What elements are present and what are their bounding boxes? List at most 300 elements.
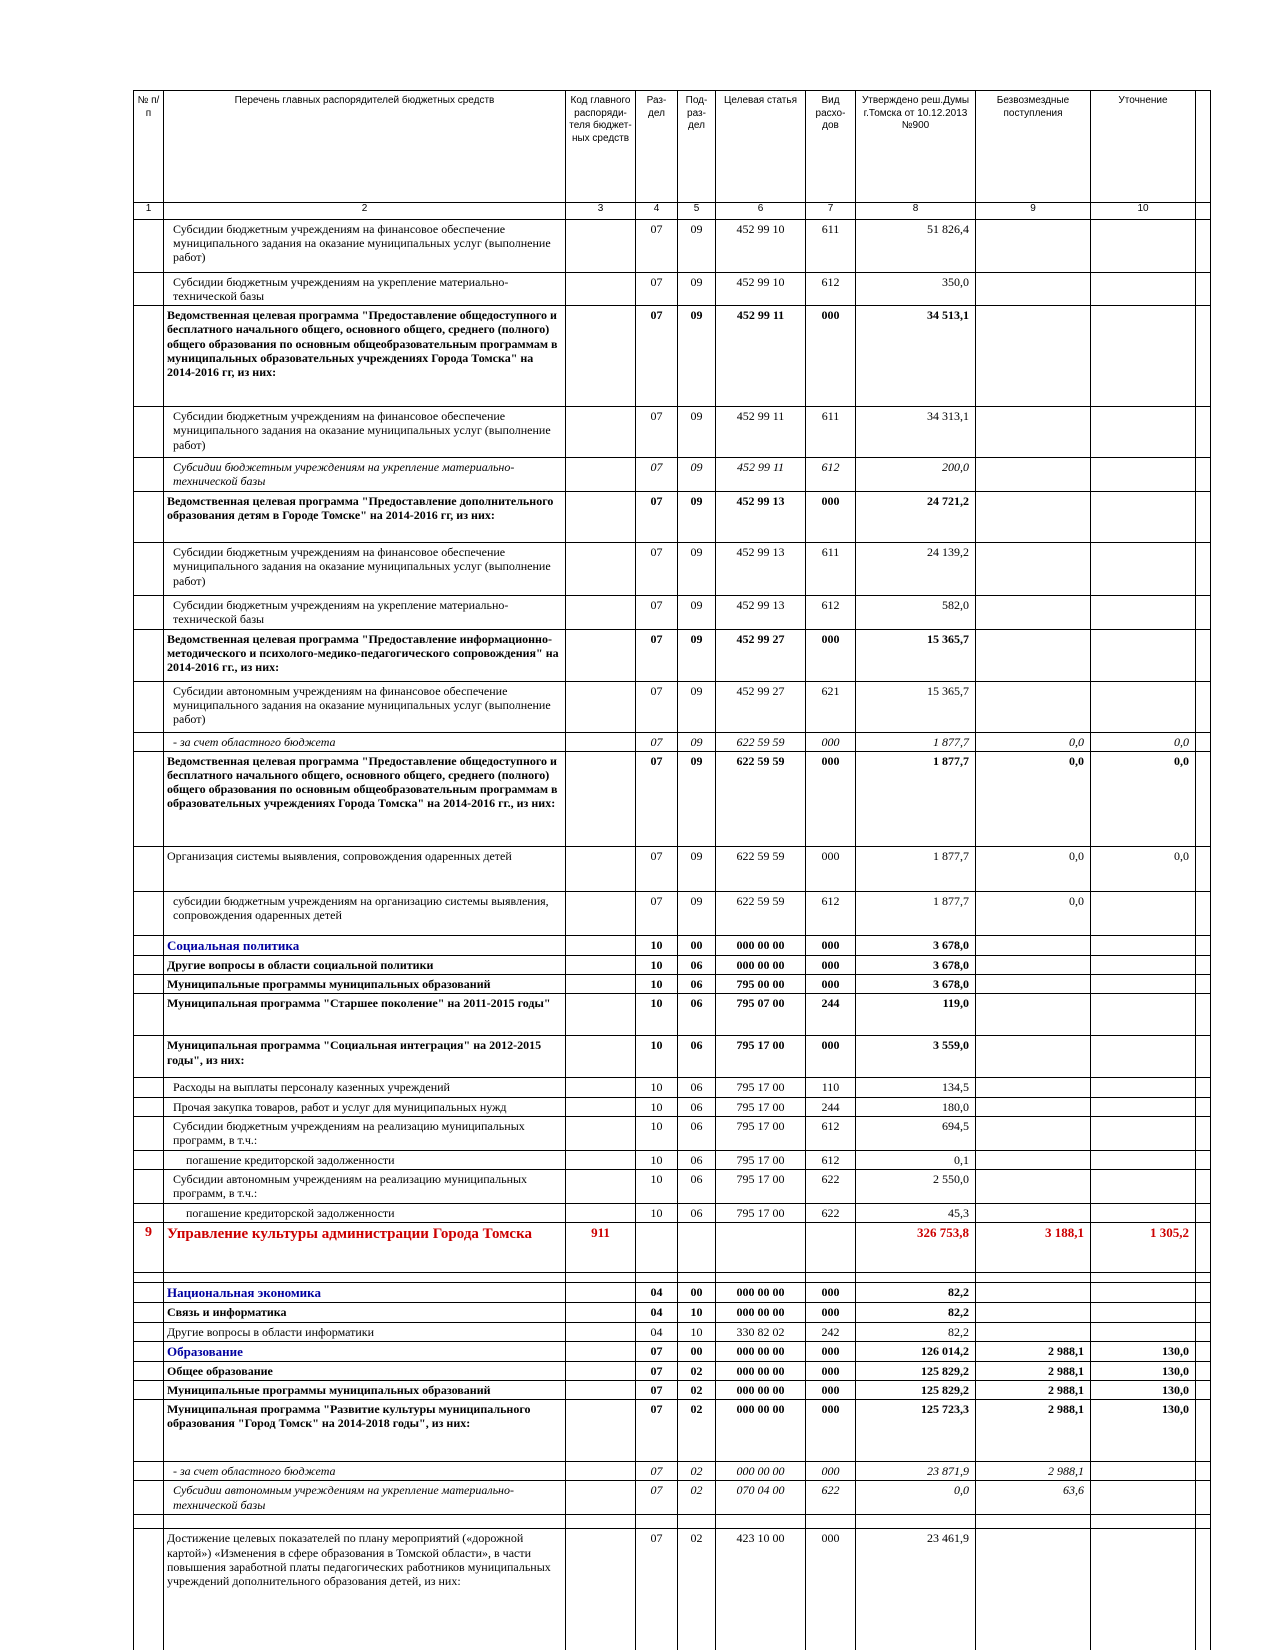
cell-gratuitous — [976, 1529, 1091, 1650]
cell-vid: 000 — [806, 306, 856, 407]
cell-target: 795 17 00 — [716, 1169, 806, 1203]
cell-gratuitous: 3 188,1 — [976, 1223, 1091, 1273]
cell-num — [134, 1078, 164, 1097]
cell-num — [134, 935, 164, 955]
col-header-npp: № п/п — [134, 91, 164, 203]
cell-podrazdel: 09 — [678, 732, 716, 751]
cell-vid: 611 — [806, 220, 856, 273]
cell-vid: 000 — [806, 935, 856, 955]
cell-cut — [1196, 273, 1211, 306]
cell-vid: 612 — [806, 1116, 856, 1150]
cell-cut — [1196, 1273, 1211, 1283]
cell-approved: 1 877,7 — [856, 751, 976, 846]
cell-cut — [1196, 1341, 1211, 1361]
table-row — [134, 935, 1211, 955]
cell-razdel: 10 — [636, 1078, 678, 1097]
cell-approved: 15 365,7 — [856, 681, 976, 732]
cell-approved: 180,0 — [856, 1097, 976, 1116]
cell-name: Ведомственная целевая программа "Предоставление общедоступного и бесплатного начального общего, основного общего, среднего (полного) общего образования по основным общеобразовательным программам в муниципальных образовательных учреждениях Города Томска" на 2014-2016 гг, из них: — [164, 306, 566, 407]
cell-gratuitous — [976, 1322, 1091, 1341]
cell-refine — [1091, 458, 1196, 492]
cell-num — [134, 1150, 164, 1169]
cell-podrazdel: 10 — [678, 1322, 716, 1341]
table-row — [134, 1203, 1211, 1222]
cell-podrazdel: 09 — [678, 596, 716, 629]
cell-name: Субсидии бюджетным учреждениям на финансовое обеспечение муниципального задания на оказание муниципальных услуг (выполнение работ) — [164, 220, 566, 273]
cell-vid: 110 — [806, 1078, 856, 1097]
cell-vid: 000 — [806, 751, 856, 846]
cell-cut — [1196, 1529, 1211, 1650]
col-header-razdel: Раз-дел — [636, 91, 678, 203]
cell-gratuitous: 2 988,1 — [976, 1381, 1091, 1400]
cell-num — [134, 1400, 164, 1462]
cell-num — [134, 458, 164, 492]
cell-razdel: 07 — [636, 1400, 678, 1462]
cell-podrazdel: 06 — [678, 1078, 716, 1097]
cell-razdel: 10 — [636, 1036, 678, 1078]
cell-name: Субсидии автономным учреждениям на реализацию муниципальных программ, в т.ч.: — [164, 1169, 566, 1203]
cell-refine — [1091, 1283, 1196, 1303]
table-row — [134, 220, 1211, 273]
cell-num — [134, 975, 164, 994]
col-number: 8 — [856, 203, 976, 220]
cell-vid: 000 — [806, 1362, 856, 1381]
col-number: 1 — [134, 203, 164, 220]
cell-podrazdel: 09 — [678, 629, 716, 681]
cell-target: 330 82 02 — [716, 1322, 806, 1341]
cell-cut — [1196, 1303, 1211, 1322]
cell-approved: 23 871,9 — [856, 1462, 976, 1481]
cell-cut — [1196, 492, 1211, 543]
cell-approved — [856, 1515, 976, 1529]
cell-target: 000 00 00 — [716, 956, 806, 975]
cell-cut — [1196, 1203, 1211, 1222]
cell-gratuitous — [976, 1169, 1091, 1203]
cell-approved: 82,2 — [856, 1303, 976, 1322]
col-number: 9 — [976, 203, 1091, 220]
cell-refine — [1091, 1322, 1196, 1341]
cell-name: Субсидии бюджетным учреждениям на укрепление материально-технической базы — [164, 273, 566, 306]
cell-cut — [1196, 1481, 1211, 1515]
cell-razdel: 04 — [636, 1283, 678, 1303]
cell-target: 795 17 00 — [716, 1116, 806, 1150]
table-row — [134, 1223, 1211, 1273]
cell-refine — [1091, 220, 1196, 273]
col-number: 2 — [164, 203, 566, 220]
cell-vid: 612 — [806, 458, 856, 492]
cell-gratuitous: 2 988,1 — [976, 1462, 1091, 1481]
cell-code — [566, 1400, 636, 1462]
cell-podrazdel: 09 — [678, 543, 716, 596]
cell-approved: 1 877,7 — [856, 732, 976, 751]
cell-vid: 000 — [806, 732, 856, 751]
cell-refine — [1091, 1462, 1196, 1481]
cell-code — [566, 492, 636, 543]
cell-vid: 000 — [806, 956, 856, 975]
cell-podrazdel: 09 — [678, 220, 716, 273]
cell-num — [134, 1203, 164, 1222]
cell-approved: 0,0 — [856, 1481, 976, 1515]
cell-num — [134, 681, 164, 732]
cell-vid: 611 — [806, 407, 856, 458]
cell-approved: 34 313,1 — [856, 407, 976, 458]
cell-podrazdel: 06 — [678, 1036, 716, 1078]
cell-code — [566, 273, 636, 306]
cell-refine — [1091, 1273, 1196, 1283]
cell-code — [566, 407, 636, 458]
cell-podrazdel: 10 — [678, 1303, 716, 1322]
cell-code — [566, 629, 636, 681]
cell-num: 9 — [134, 1223, 164, 1273]
cell-vid: 000 — [806, 1283, 856, 1303]
cell-approved: 134,5 — [856, 1078, 976, 1097]
cell-podrazdel: 06 — [678, 994, 716, 1036]
cell-target: 000 00 00 — [716, 1283, 806, 1303]
cell-podrazdel: 06 — [678, 975, 716, 994]
cell-razdel: 07 — [636, 751, 678, 846]
cell-num — [134, 306, 164, 407]
cell-gratuitous — [976, 956, 1091, 975]
cell-refine — [1091, 1481, 1196, 1515]
cell-cut — [1196, 596, 1211, 629]
cell-gratuitous — [976, 1515, 1091, 1529]
cell-num — [134, 846, 164, 891]
col-number: 6 — [716, 203, 806, 220]
cell-cut — [1196, 994, 1211, 1036]
cell-target: 452 99 11 — [716, 407, 806, 458]
cell-target: 000 00 00 — [716, 1362, 806, 1381]
cell-podrazdel: 00 — [678, 1341, 716, 1361]
cell-num — [134, 273, 164, 306]
cell-target: 622 59 59 — [716, 846, 806, 891]
cell-razdel: 10 — [636, 1116, 678, 1150]
cell-num — [134, 629, 164, 681]
cell-gratuitous — [976, 935, 1091, 955]
cell-code — [566, 732, 636, 751]
cell-target: 452 99 13 — [716, 596, 806, 629]
cell-code — [566, 1169, 636, 1203]
cell-razdel: 07 — [636, 407, 678, 458]
cell-podrazdel: 06 — [678, 1116, 716, 1150]
cell-code — [566, 751, 636, 846]
cell-cut — [1196, 1462, 1211, 1481]
cell-code — [566, 994, 636, 1036]
cell-razdel: 07 — [636, 1529, 678, 1650]
cell-gratuitous — [976, 994, 1091, 1036]
cell-code — [566, 891, 636, 935]
cell-approved: 125 723,3 — [856, 1400, 976, 1462]
cell-target: 452 99 10 — [716, 273, 806, 306]
cell-razdel: 07 — [636, 891, 678, 935]
cell-name: Муниципальная программа "Социальная интеграция" на 2012-2015 годы", из них: — [164, 1036, 566, 1078]
cell-vid: 612 — [806, 1150, 856, 1169]
cell-name: Субсидии бюджетным учреждениям на реализацию муниципальных программ, в т.ч.: — [164, 1116, 566, 1150]
cell-target: 622 59 59 — [716, 751, 806, 846]
cell-vid: 000 — [806, 1381, 856, 1400]
cell-approved: 1 877,7 — [856, 891, 976, 935]
cell-cut — [1196, 306, 1211, 407]
cell-name: Другие вопросы в области социальной политики — [164, 956, 566, 975]
cell-num — [134, 1097, 164, 1116]
col-header-vid: Вид расхо-дов — [806, 91, 856, 203]
cell-code — [566, 1273, 636, 1283]
cell-num — [134, 1462, 164, 1481]
cell-target: 795 07 00 — [716, 994, 806, 1036]
cell-podrazdel: 06 — [678, 1150, 716, 1169]
cell-gratuitous — [976, 1097, 1091, 1116]
cell-cut — [1196, 846, 1211, 891]
table-row — [134, 492, 1211, 543]
col-header-gratuitous: Безвозмездные поступления — [976, 91, 1091, 203]
cell-podrazdel: 02 — [678, 1400, 716, 1462]
cell-razdel: 04 — [636, 1322, 678, 1341]
col-header-approved: Утверждено реш.Думы г.Томска от 10.12.2013 №900 — [856, 91, 976, 203]
cell-name: Образование — [164, 1341, 566, 1361]
cell-podrazdel: 06 — [678, 956, 716, 975]
cell-podrazdel: 00 — [678, 935, 716, 955]
cell-approved: 82,2 — [856, 1283, 976, 1303]
table-row — [134, 1529, 1211, 1650]
cell-vid: 611 — [806, 543, 856, 596]
cell-name: погашение кредиторской задолженности — [164, 1150, 566, 1169]
cell-podrazdel: 02 — [678, 1462, 716, 1481]
col-number: 7 — [806, 203, 856, 220]
cell-vid: 244 — [806, 1097, 856, 1116]
cell-num — [134, 1036, 164, 1078]
cell-razdel — [636, 1223, 678, 1273]
cell-gratuitous — [976, 273, 1091, 306]
col-header-name: Перечень главных распорядителей бюджетных средств — [164, 91, 566, 203]
cell-refine — [1091, 1203, 1196, 1222]
cell-name: Достижение целевых показателей по плану мероприятий («дорожной картой») «Изменения в сфере образования в Томской области», в части повышения заработной платы педагогических работников муниципальных учреждений дополнительного образования детей, из них: — [164, 1529, 566, 1650]
cell-approved: 350,0 — [856, 273, 976, 306]
cell-code — [566, 1116, 636, 1150]
spacer-row — [134, 1515, 1211, 1529]
cell-vid: 000 — [806, 1529, 856, 1650]
col-number-cut — [1196, 203, 1211, 220]
cell-approved: 3 559,0 — [856, 1036, 976, 1078]
budget-table — [133, 90, 1211, 1650]
cell-name: Социальная политика — [164, 935, 566, 955]
table-row — [134, 543, 1211, 596]
cell-vid: 000 — [806, 1400, 856, 1462]
cell-refine — [1091, 1515, 1196, 1529]
cell-code — [566, 1097, 636, 1116]
cell-gratuitous: 2 988,1 — [976, 1362, 1091, 1381]
cell-cut — [1196, 1036, 1211, 1078]
cell-razdel — [636, 1273, 678, 1283]
cell-num — [134, 1381, 164, 1400]
cell-cut — [1196, 1322, 1211, 1341]
cell-podrazdel — [678, 1223, 716, 1273]
cell-vid: 000 — [806, 1303, 856, 1322]
cell-target: 423 10 00 — [716, 1529, 806, 1650]
cell-name: Прочая закупка товаров, работ и услуг для муниципальных нужд — [164, 1097, 566, 1116]
cell-gratuitous: 0,0 — [976, 891, 1091, 935]
table-row — [134, 596, 1211, 629]
cell-refine: 130,0 — [1091, 1381, 1196, 1400]
cell-cut — [1196, 975, 1211, 994]
cell-vid: 612 — [806, 596, 856, 629]
cell-cut — [1196, 407, 1211, 458]
cell-approved: 326 753,8 — [856, 1223, 976, 1273]
cell-razdel: 07 — [636, 492, 678, 543]
cell-name: Субсидии бюджетным учреждениям на укрепление материально-технической базы — [164, 596, 566, 629]
cell-gratuitous — [976, 1150, 1091, 1169]
cell-target: 452 99 27 — [716, 629, 806, 681]
table-body — [134, 220, 1211, 1650]
cell-approved: 125 829,2 — [856, 1381, 976, 1400]
cell-target — [716, 1273, 806, 1283]
cell-target: 622 59 59 — [716, 891, 806, 935]
cell-code — [566, 1381, 636, 1400]
table-row — [134, 306, 1211, 407]
cell-cut — [1196, 1078, 1211, 1097]
cell-num — [134, 1303, 164, 1322]
cell-refine — [1091, 629, 1196, 681]
table-row — [134, 1481, 1211, 1515]
cell-cut — [1196, 1116, 1211, 1150]
cell-cut — [1196, 1381, 1211, 1400]
cell-refine — [1091, 956, 1196, 975]
cell-podrazdel: 09 — [678, 306, 716, 407]
cell-code — [566, 1481, 636, 1515]
cell-num — [134, 994, 164, 1036]
cell-target: 000 00 00 — [716, 1400, 806, 1462]
cell-target: 000 00 00 — [716, 1462, 806, 1481]
cell-vid: 622 — [806, 1481, 856, 1515]
cell-refine — [1091, 1169, 1196, 1203]
table-row — [134, 1150, 1211, 1169]
cell-podrazdel: 06 — [678, 1097, 716, 1116]
cell-name — [164, 1273, 566, 1283]
cell-cut — [1196, 732, 1211, 751]
cell-code — [566, 1529, 636, 1650]
cell-gratuitous — [976, 975, 1091, 994]
cell-approved: 82,2 — [856, 1322, 976, 1341]
cell-code — [566, 306, 636, 407]
cell-refine — [1091, 1150, 1196, 1169]
cell-cut — [1196, 1223, 1211, 1273]
col-header-target: Целевая статья — [716, 91, 806, 203]
cell-podrazdel: 02 — [678, 1381, 716, 1400]
cell-vid — [806, 1223, 856, 1273]
cell-target: 795 17 00 — [716, 1203, 806, 1222]
cell-name: Общее образование — [164, 1362, 566, 1381]
table-row — [134, 1322, 1211, 1341]
table-row — [134, 273, 1211, 306]
table-row — [134, 1169, 1211, 1203]
col-header-cut — [1196, 91, 1211, 203]
cell-approved — [856, 1273, 976, 1283]
cell-approved: 24 139,2 — [856, 543, 976, 596]
cell-podrazdel — [678, 1273, 716, 1283]
cell-num — [134, 543, 164, 596]
cell-code — [566, 956, 636, 975]
cell-approved: 125 829,2 — [856, 1362, 976, 1381]
cell-target: 000 00 00 — [716, 1341, 806, 1361]
cell-target: 452 99 13 — [716, 543, 806, 596]
cell-name: Субсидии автономным учреждениям на финансовое обеспечение муниципального задания на оказание муниципальных услуг (выполнение работ) — [164, 681, 566, 732]
cell-cut — [1196, 751, 1211, 846]
table-row — [134, 994, 1211, 1036]
cell-target: 795 17 00 — [716, 1150, 806, 1169]
cell-num — [134, 1341, 164, 1361]
cell-num — [134, 1362, 164, 1381]
cell-razdel: 07 — [636, 220, 678, 273]
cell-vid: 000 — [806, 492, 856, 543]
cell-approved: 0,1 — [856, 1150, 976, 1169]
cell-name: Расходы на выплаты персоналу казенных учреждений — [164, 1078, 566, 1097]
cell-gratuitous — [976, 220, 1091, 273]
table-row — [134, 407, 1211, 458]
cell-code: 911 — [566, 1223, 636, 1273]
cell-gratuitous: 2 988,1 — [976, 1400, 1091, 1462]
cell-razdel: 07 — [636, 1462, 678, 1481]
table-row — [134, 681, 1211, 732]
cell-code — [566, 1322, 636, 1341]
cell-target — [716, 1223, 806, 1273]
cell-refine: 130,0 — [1091, 1400, 1196, 1462]
cell-approved: 582,0 — [856, 596, 976, 629]
cell-razdel: 07 — [636, 458, 678, 492]
cell-num — [134, 1116, 164, 1150]
cell-target: 000 00 00 — [716, 1303, 806, 1322]
cell-gratuitous — [976, 1203, 1091, 1222]
cell-razdel: 07 — [636, 1381, 678, 1400]
table-row — [134, 458, 1211, 492]
cell-num — [134, 1529, 164, 1650]
cell-podrazdel: 02 — [678, 1481, 716, 1515]
cell-name: Муниципальные программы муниципальных образований — [164, 975, 566, 994]
cell-razdel: 07 — [636, 681, 678, 732]
cell-cut — [1196, 935, 1211, 955]
cell-num — [134, 407, 164, 458]
cell-razdel: 10 — [636, 975, 678, 994]
cell-num — [134, 1273, 164, 1283]
cell-gratuitous: 0,0 — [976, 751, 1091, 846]
cell-code — [566, 1462, 636, 1481]
table-row — [134, 1116, 1211, 1150]
cell-target: 070 04 00 — [716, 1481, 806, 1515]
cell-razdel: 07 — [636, 1341, 678, 1361]
cell-vid: 000 — [806, 1341, 856, 1361]
table-row — [134, 975, 1211, 994]
table-row — [134, 1341, 1211, 1361]
cell-target: 452 99 10 — [716, 220, 806, 273]
cell-name: погашение кредиторской задолженности — [164, 1203, 566, 1222]
cell-razdel: 07 — [636, 629, 678, 681]
cell-razdel: 07 — [636, 846, 678, 891]
cell-code — [566, 1362, 636, 1381]
cell-code — [566, 1515, 636, 1529]
cell-razdel: 07 — [636, 596, 678, 629]
cell-approved: 694,5 — [856, 1116, 976, 1150]
table-row — [134, 1381, 1211, 1400]
cell-vid: 622 — [806, 1169, 856, 1203]
cell-target: 452 99 27 — [716, 681, 806, 732]
cell-code — [566, 1150, 636, 1169]
cell-approved: 3 678,0 — [856, 975, 976, 994]
table-row — [134, 732, 1211, 751]
cell-code — [566, 681, 636, 732]
cell-razdel: 10 — [636, 935, 678, 955]
cell-vid: 612 — [806, 891, 856, 935]
cell-name: Субсидии бюджетным учреждениям на финансовое обеспечение муниципального задания на оказание муниципальных услуг (выполнение работ) — [164, 407, 566, 458]
cell-name: Другие вопросы в области информатики — [164, 1322, 566, 1341]
cell-gratuitous — [976, 306, 1091, 407]
cell-refine: 0,0 — [1091, 751, 1196, 846]
